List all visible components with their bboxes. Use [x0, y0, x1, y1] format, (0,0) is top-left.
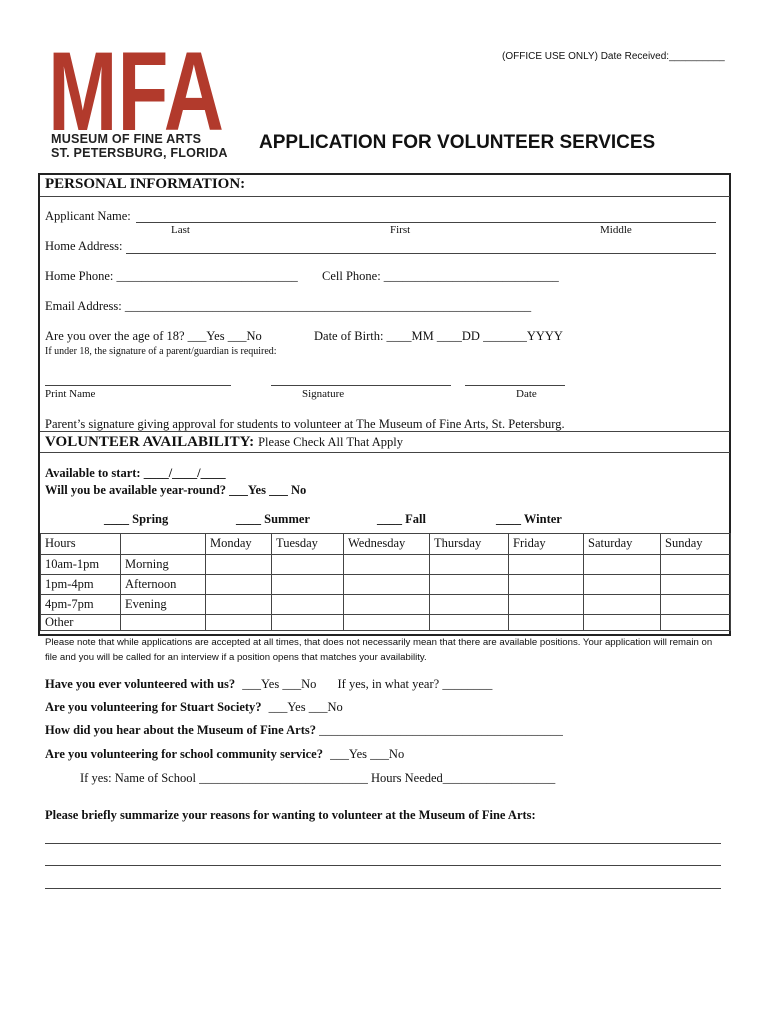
- personal-info-heading: PERSONAL INFORMATION:: [45, 176, 246, 192]
- volunteered-before-question[interactable]: [45, 677, 492, 692]
- availability-cell[interactable]: [344, 555, 430, 575]
- header-period: [121, 534, 206, 555]
- signature-field[interactable]: [271, 385, 451, 386]
- mfa-logo-letters: [48, 40, 226, 132]
- table-row: [41, 615, 731, 631]
- question-text: Are you volunteering for Stuart Society?: [45, 700, 262, 714]
- availability-heading: [45, 433, 403, 451]
- stuart-society-question[interactable]: [45, 700, 343, 715]
- availability-cell[interactable]: [430, 575, 509, 595]
- availability-cell[interactable]: [584, 615, 661, 631]
- season-summer[interactable]: ____ Summer: [236, 512, 310, 526]
- sub-label-middle: Middle: [600, 224, 632, 236]
- availability-cell[interactable]: [344, 595, 430, 615]
- row-hours: 4pm-7pm: [41, 595, 121, 615]
- email-field[interactable]: Email Address: _________________________________________________________________: [45, 299, 532, 313]
- reasons-line[interactable]: [45, 865, 721, 866]
- over-18-question[interactable]: Are you over the age of 18? ___Yes ___No: [45, 329, 262, 343]
- signature-label: Signature: [302, 388, 345, 400]
- season-spring[interactable]: ____ Spring: [104, 512, 169, 526]
- header-friday: Friday: [509, 534, 584, 555]
- availability-cell[interactable]: [584, 595, 661, 615]
- table-header-row: [41, 534, 731, 555]
- availability-cell[interactable]: [584, 555, 661, 575]
- header-saturday: Saturday: [584, 534, 661, 555]
- table-row: [41, 575, 731, 595]
- school-service-question[interactable]: [45, 747, 404, 762]
- availability-cell[interactable]: [430, 615, 509, 631]
- school-details-field[interactable]: If yes: Name of School ___________________________ Hours Needed__________________: [80, 771, 556, 785]
- availability-cell[interactable]: [344, 575, 430, 595]
- print-name-label: Print Name: [45, 388, 96, 400]
- year-round-question[interactable]: Will you be available year-round? ___Yes ___ No: [45, 483, 307, 497]
- question-text: Have you ever volunteered with us?: [45, 677, 236, 691]
- table-row: [41, 555, 731, 575]
- sub-label-first: First: [390, 224, 411, 236]
- header-thursday: Thursday: [430, 534, 509, 555]
- availability-cell[interactable]: [206, 615, 272, 631]
- availability-cell[interactable]: [206, 595, 272, 615]
- row-hours: Other: [41, 615, 121, 631]
- date-of-birth-field[interactable]: Date of Birth: ____MM ____DD _______YYYY: [314, 329, 563, 343]
- availability-notice: Please note that while applications are accepted at all times, that does not necessarily mean that there are available positions. Your application will remain on file and you will be called for an interview if a position opens that matches your availability.: [45, 637, 713, 663]
- row-period: Afternoon: [121, 575, 206, 595]
- table-row: [41, 595, 731, 615]
- season-fall[interactable]: ____ Fall: [377, 512, 426, 526]
- question-options[interactable]: ___Yes ___No: [242, 677, 317, 691]
- home-address-field[interactable]: [126, 253, 716, 254]
- header-monday: Monday: [206, 534, 272, 555]
- header-tuesday: Tuesday: [272, 534, 344, 555]
- availability-cell[interactable]: [661, 555, 731, 575]
- sig-date-label: Date: [516, 388, 537, 400]
- availability-cell[interactable]: [344, 615, 430, 631]
- availability-cell[interactable]: [272, 555, 344, 575]
- print-name-field[interactable]: [45, 385, 231, 386]
- reasons-line[interactable]: [45, 843, 721, 844]
- availability-cell[interactable]: [509, 575, 584, 595]
- availability-cell[interactable]: [430, 595, 509, 615]
- question-options[interactable]: ___Yes ___No: [330, 747, 405, 761]
- heard-about-field[interactable]: _______________________________________: [319, 723, 563, 737]
- row-period: [121, 615, 206, 631]
- availability-cell[interactable]: [206, 575, 272, 595]
- availability-cell[interactable]: [509, 595, 584, 615]
- divider: [40, 431, 730, 432]
- row-period: Evening: [121, 595, 206, 615]
- page-title: APPLICATION FOR VOLUNTEER SERVICES: [259, 132, 656, 153]
- availability-cell[interactable]: [272, 615, 344, 631]
- header-wednesday: Wednesday: [344, 534, 430, 555]
- availability-heading-text: VOLUNTEER AVAILABILITY:: [45, 434, 255, 450]
- question-options[interactable]: ___Yes ___No: [268, 700, 343, 714]
- question-text: How did you hear about the Museum of Fine Arts?: [45, 723, 316, 737]
- logo-line-1: MUSEUM OF FINE ARTS: [51, 132, 202, 146]
- divider: [40, 196, 730, 197]
- parent-approval-note: Parent’s signature giving approval for students to volunteer at The Museum of Fine Arts, St. Petersburg.: [45, 417, 565, 431]
- divider: [40, 452, 730, 453]
- availability-heading-note: Please Check All That Apply: [258, 435, 403, 449]
- office-use-date-received: (OFFICE USE ONLY) Date Received:__________: [502, 51, 725, 62]
- availability-cell[interactable]: [509, 555, 584, 575]
- header-hours: Hours: [41, 534, 121, 555]
- sig-date-field[interactable]: [465, 385, 565, 386]
- available-to-start-field[interactable]: Available to start: ____/____/____: [45, 466, 226, 480]
- svg-text:MFA: MFA: [48, 40, 224, 132]
- applicant-name-label: Applicant Name:: [45, 209, 131, 223]
- availability-cell[interactable]: [661, 595, 731, 615]
- availability-cell[interactable]: [661, 575, 731, 595]
- row-period: Morning: [121, 555, 206, 575]
- cell-phone-field[interactable]: Cell Phone: ____________________________: [322, 269, 559, 283]
- reasons-question: Please briefly summarize your reasons for wanting to volunteer at the Museum of Fine Arts:: [45, 808, 536, 822]
- row-hours: 10am-1pm: [41, 555, 121, 575]
- home-address-label: Home Address:: [45, 239, 123, 253]
- question-text: Are you volunteering for school community service?: [45, 747, 323, 761]
- availability-cell[interactable]: [206, 555, 272, 575]
- availability-cell[interactable]: [584, 575, 661, 595]
- availability-cell[interactable]: [509, 615, 584, 631]
- header-sunday: Sunday: [661, 534, 731, 555]
- under-18-note: If under 18, the signature of a parent/guardian is required:: [45, 346, 277, 357]
- season-winter[interactable]: ____ Winter: [496, 512, 562, 526]
- reasons-line[interactable]: [45, 888, 721, 889]
- volunteer-year-field[interactable]: If yes, in what year? ________: [337, 677, 493, 691]
- availability-cell[interactable]: [430, 555, 509, 575]
- logo-line-2: ST. PETERSBURG, FLORIDA: [51, 146, 228, 160]
- applicant-name-field[interactable]: [136, 222, 716, 223]
- home-phone-field[interactable]: Home Phone: _____________________________: [45, 269, 298, 283]
- availability-cell[interactable]: [661, 615, 731, 631]
- heard-about-question[interactable]: [45, 723, 563, 738]
- availability-table: [40, 533, 731, 631]
- availability-cell[interactable]: [272, 595, 344, 615]
- row-hours: 1pm-4pm: [41, 575, 121, 595]
- sub-label-last: Last: [171, 224, 190, 236]
- availability-cell[interactable]: [272, 575, 344, 595]
